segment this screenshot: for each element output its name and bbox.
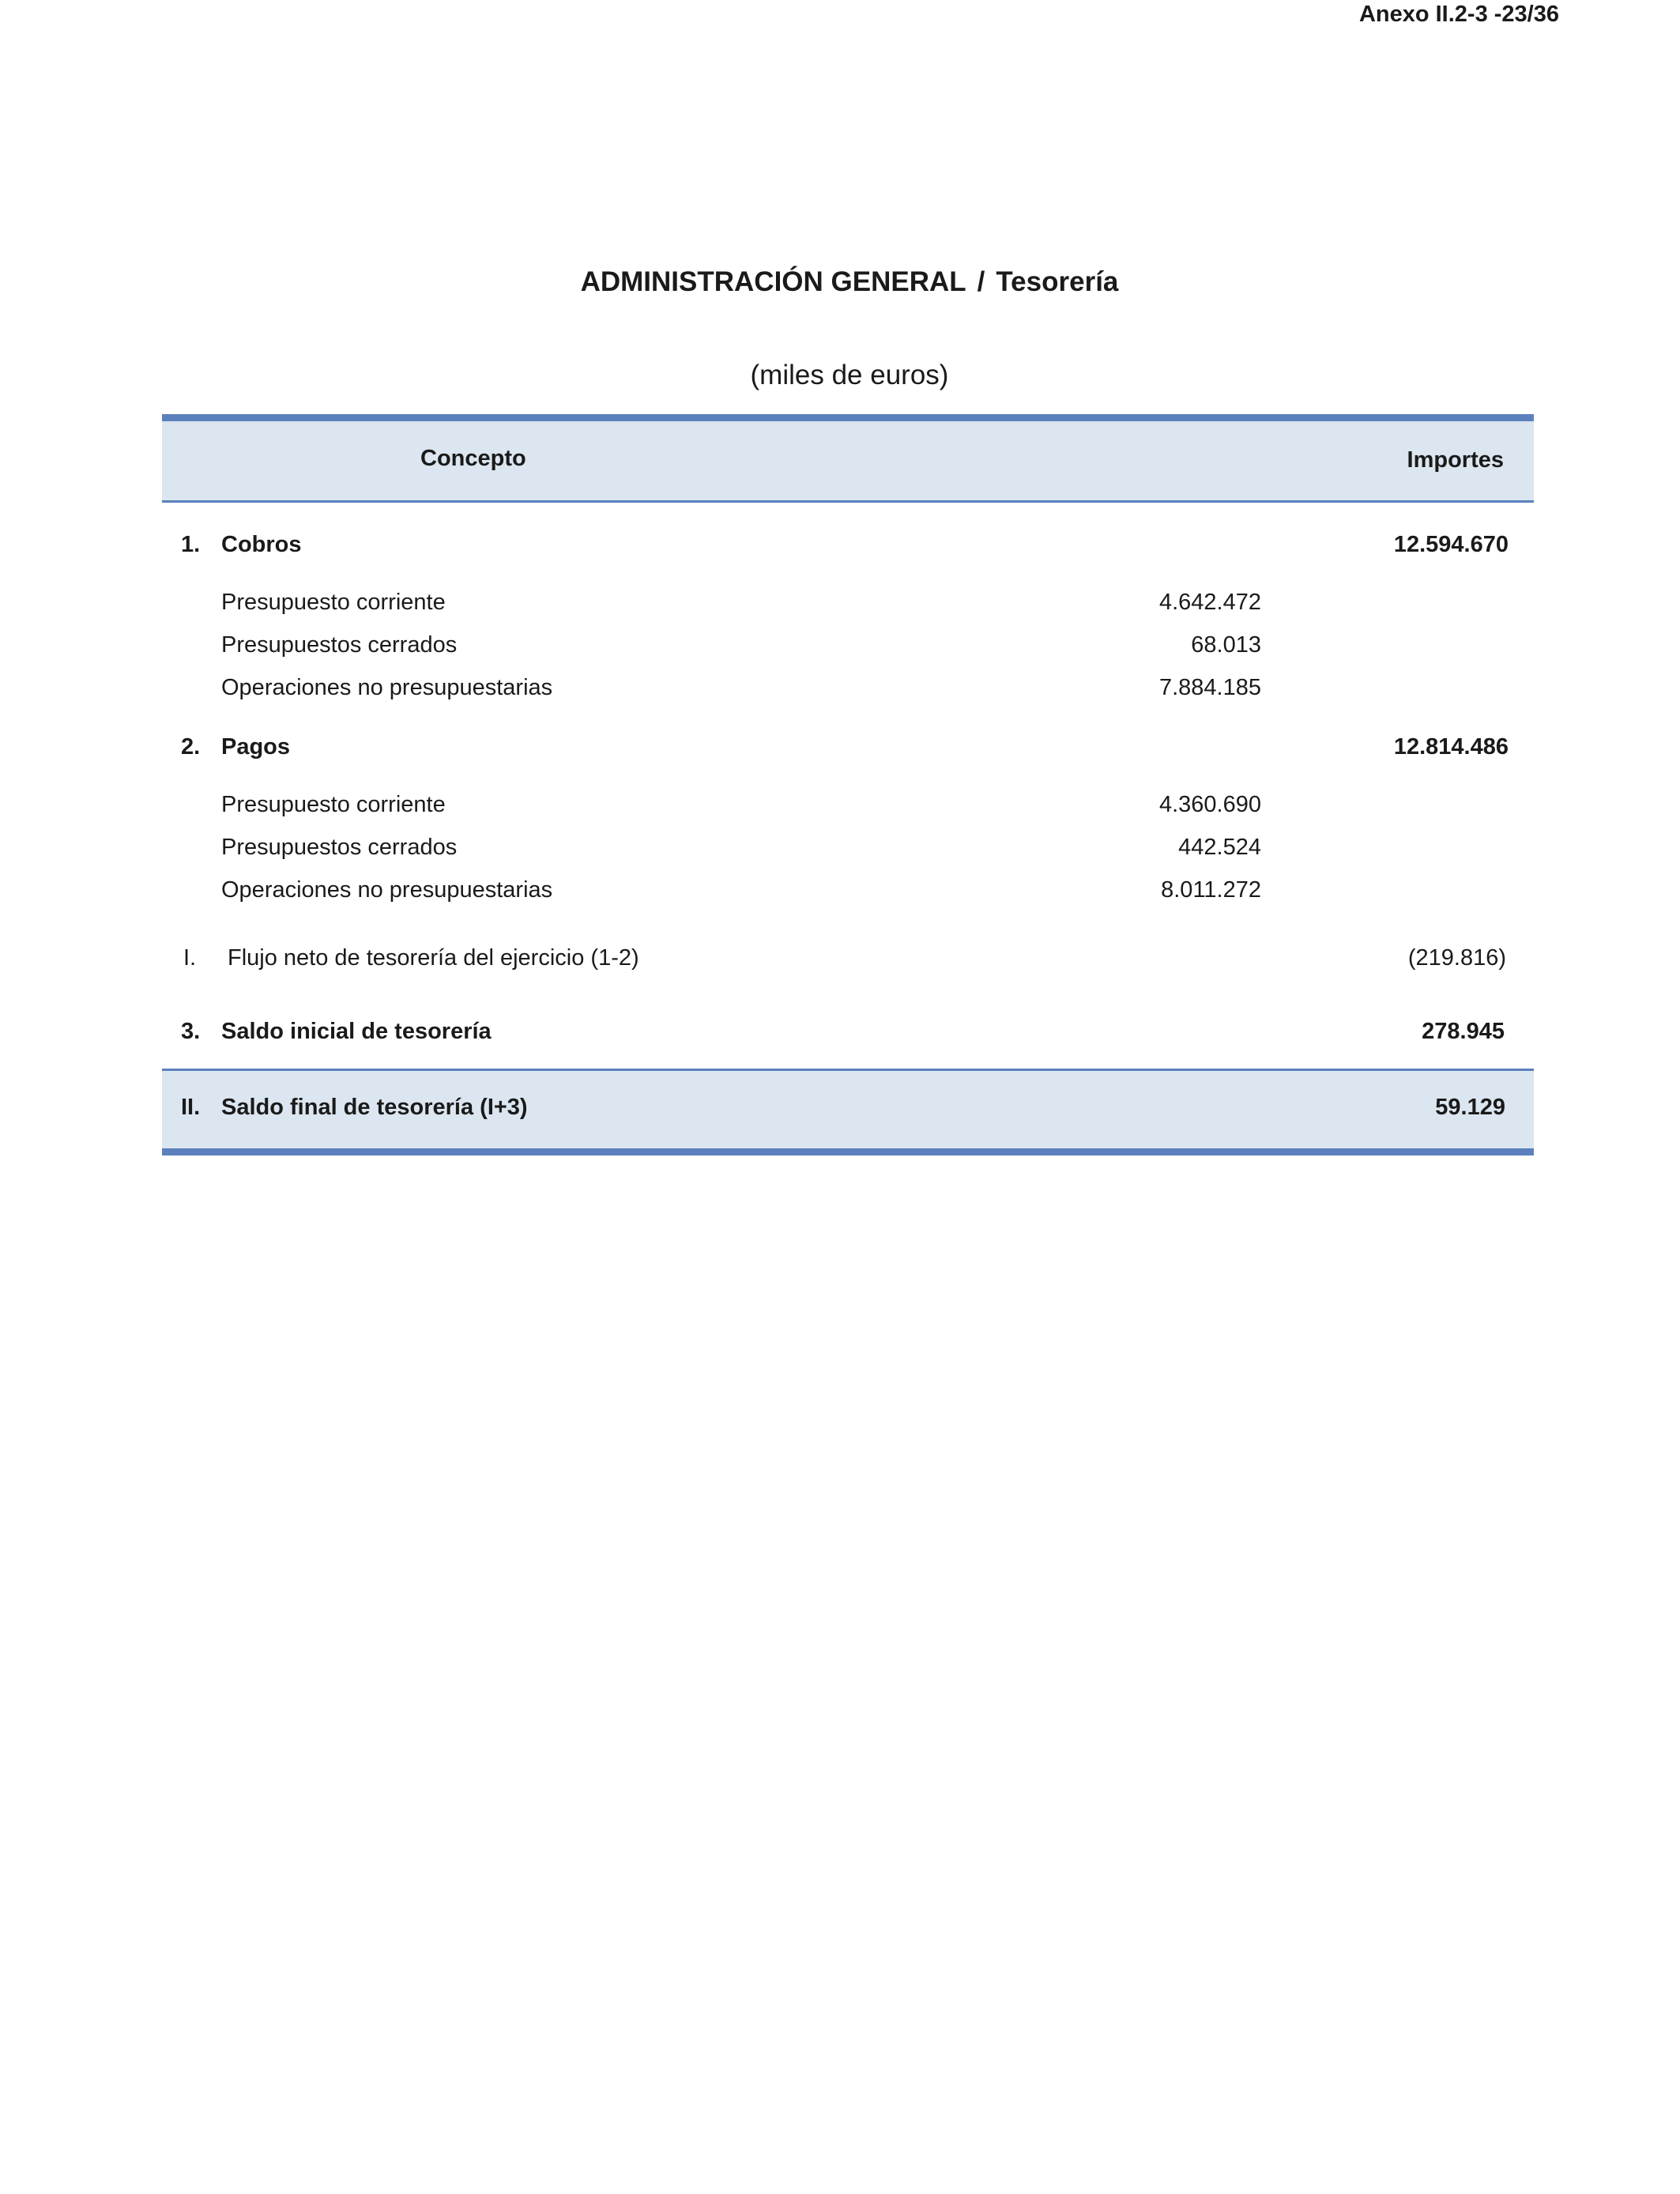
row-number: II. [181, 1095, 201, 1120]
table-row [162, 874, 1534, 906]
annex-reference: Anexo II.2-3 -23/36 [1358, 2, 1559, 27]
table-row [162, 629, 1534, 661]
row-label: Pagos [221, 734, 291, 760]
row-label: Presupuestos cerrados [221, 632, 458, 658]
row-total: 59.129 [1435, 1095, 1505, 1120]
row-label: Saldo inicial de tesorería [221, 1019, 492, 1044]
row-value: 442.524 [1178, 835, 1261, 860]
table-header [162, 414, 1534, 503]
unit-label: (miles de euros) [750, 360, 949, 390]
row-value: 4.642.472 [1158, 590, 1261, 615]
table-row [162, 672, 1534, 703]
title-sub: Tesorería [996, 266, 1119, 297]
row-label: Flujo neto de tesorería del ejercicio (1-2) [228, 945, 639, 971]
table-row [162, 831, 1534, 863]
table-row-pagos [162, 731, 1534, 763]
row-total: 278.945 [1422, 1019, 1505, 1044]
row-value: 68.013 [1191, 632, 1261, 658]
row-label: Operaciones no presupuestarias [221, 675, 553, 700]
row-label: Presupuesto corriente [221, 590, 446, 615]
row-value: 4.360.690 [1158, 792, 1261, 817]
row-total: 12.594.670 [1393, 532, 1509, 557]
row-value: 8.011.272 [1161, 877, 1261, 903]
row-number: 3. [181, 1019, 201, 1044]
row-label: Cobros [221, 532, 302, 557]
row-label: Presupuestos cerrados [221, 835, 458, 860]
table-row [162, 789, 1534, 820]
title-main: ADMINISTRACIÓN GENERAL [580, 266, 966, 297]
table-row [162, 586, 1534, 618]
row-number: 1. [181, 532, 201, 557]
column-header-concept: Concepto [420, 446, 526, 471]
row-number: 2. [181, 734, 201, 760]
column-header-amounts: Importes [1407, 447, 1504, 473]
row-value: 7.884.185 [1158, 675, 1261, 700]
page-title [0, 266, 1680, 298]
row-label: Operaciones no presupuestarias [221, 877, 553, 903]
title-separator: / [977, 266, 985, 297]
table-row-flujo-neto [162, 942, 1534, 974]
row-total: (219.816) [1407, 945, 1506, 971]
row-number: I. [183, 945, 197, 971]
table-row-saldo-final [162, 1069, 1534, 1155]
row-label: Presupuesto corriente [221, 792, 446, 817]
row-label: Saldo final de tesorería (I+3) [221, 1095, 528, 1120]
treasury-table [162, 414, 1534, 1120]
table-row-cobros [162, 529, 1534, 560]
table-row-saldo-inicial [162, 1016, 1534, 1047]
row-total: 12.814.486 [1393, 734, 1509, 760]
